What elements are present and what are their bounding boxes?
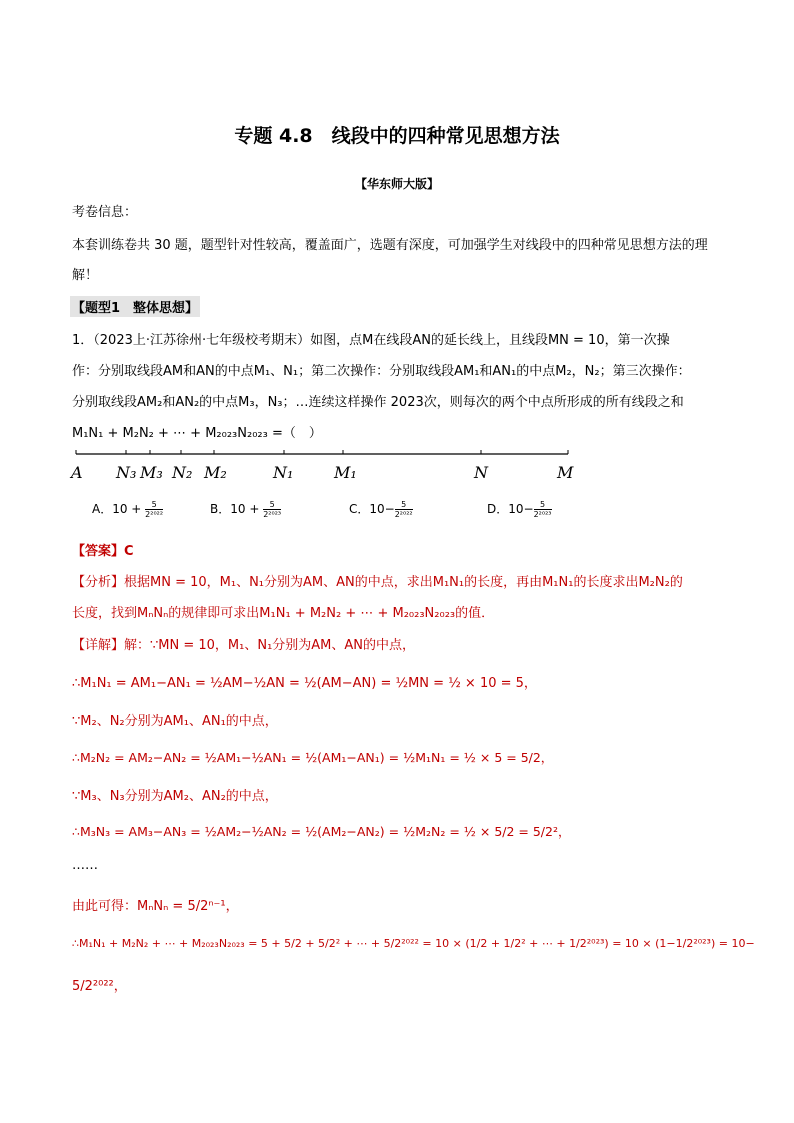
detail-line-9: ∴M₁N₁ + M₂N₂ + ⋯ + M₂₀₂₃N₂₀₂₃ = 5 + 5/2 + 5/2² + ⋯ + 5/2²⁰²² = 10 × (1/2 + 1/2² + ⋯ + 1/2²⁰²³) = 10 × (1−1/2²⁰²³) = 10− [72,937,755,950]
answer: 【答案】C [72,544,134,559]
question-line-1: 1．（2023上·江苏徐州·七年级校考期末）如图，点M在线段AN的延长线上，且线段MN = 10，第一次操 [72,333,670,348]
option-a: A．10 + $\frac{5}{\text{2²⁰²²}}$ [92,500,164,519]
detail-line-2: ∴M₁N₁ = AM₁−AN₁ = ½AM−½AN = ½(AM−AN) = ½MN = ½ × 10 = 5， [72,676,537,691]
question-line-4: M₁N₁ + M₂N₂ + ⋯ + M₂₀₂₃N₂₀₂₃ =（ ） [72,426,322,441]
point-A-label: A [71,463,83,482]
point-M-label: M [557,463,574,482]
question-line-3: 分别取线段AM₂和AN₂的中点M₃，N₃；…连续这样操作 2023次，则每次的两个中点所形成的所有线段之和 [72,395,684,410]
detail-line-6: ∴M₃N₃ = AM₃−AN₃ = ½AM₂−½AN₂ = ½(AM₂−AN₂) = ½M₂N₂ = ½ × 5/2 = 5/2²， [72,824,571,839]
point-N3-label: N₃ [116,463,137,482]
question-line-2: 作：分别取线段AM和AN的中点M₁、N₁；第二次操作：分别取线段AM₁和AN₁的中点M₂，N₂；第三次操作： [72,364,691,379]
analysis-line-2: 长度，找到MₙNₙ的规律即可求出M₁N₁ + M₂N₂ + ⋯ + M₂₀₂₃N₂₀₂₃的值． [72,606,495,621]
intro-line-2: 解！ [72,268,99,283]
detail-line-5: ∵M₃、N₃分别为AM₂、AN₂的中点， [72,789,278,804]
document-title: 专题 4.8 线段中的四种常见思想方法 [234,125,560,147]
analysis-line-1: 【分析】根据MN = 10，M₁、N₁分别为AM、AN的中点，求出M₁N₁的长度，再由M₁N₁的长度求出M₂N₂的 [72,575,683,590]
detail-line-1: 【详解】解：∵MN = 10，M₁、N₁分别为AM、AN的中点， [72,638,416,653]
intro-line-1: 本套训练卷共 30 题，题型针对性较高，覆盖面广，选题有深度，可加强学生对线段中的四种常见思想方法的理 [72,238,708,253]
detail-line-3: ∵M₂、N₂分别为AM₁、AN₁的中点， [72,714,278,729]
point-N2-label: N₂ [172,463,193,482]
point-N-label: N [474,463,488,482]
section-tag: 【题型1 整体思想】 [70,296,200,317]
point-M2-label: M₂ [204,463,227,482]
detail-line-7: …… [72,858,98,873]
edition-label: 【华东师大版】 [354,177,439,191]
info-label: 考卷信息： [72,205,138,220]
option-b: B．10 + $\frac{5}{\text{2²⁰²³}}$ [210,500,282,519]
detail-line-10: 5/2²⁰²²， [72,979,127,994]
detail-line-8: 由此可得：MₙNₙ = 5/2ⁿ⁻¹， [72,899,239,914]
option-c: C．10− $\frac{5}{\text{2²⁰²²}}$ [349,500,413,519]
point-M1-label: M₁ [334,463,357,482]
option-d: D．10− $\frac{5}{\text{2²⁰²³}}$ [487,500,552,519]
detail-line-4: ∴M₂N₂ = AM₂−AN₂ = ½AM₁−½AN₁ = ½(AM₁−AN₁) = ½M₁N₁ = ½ × 5 = 5/2， [72,750,554,765]
point-M3-label: M₃ [140,463,163,482]
point-N1-label: N₁ [273,463,294,482]
